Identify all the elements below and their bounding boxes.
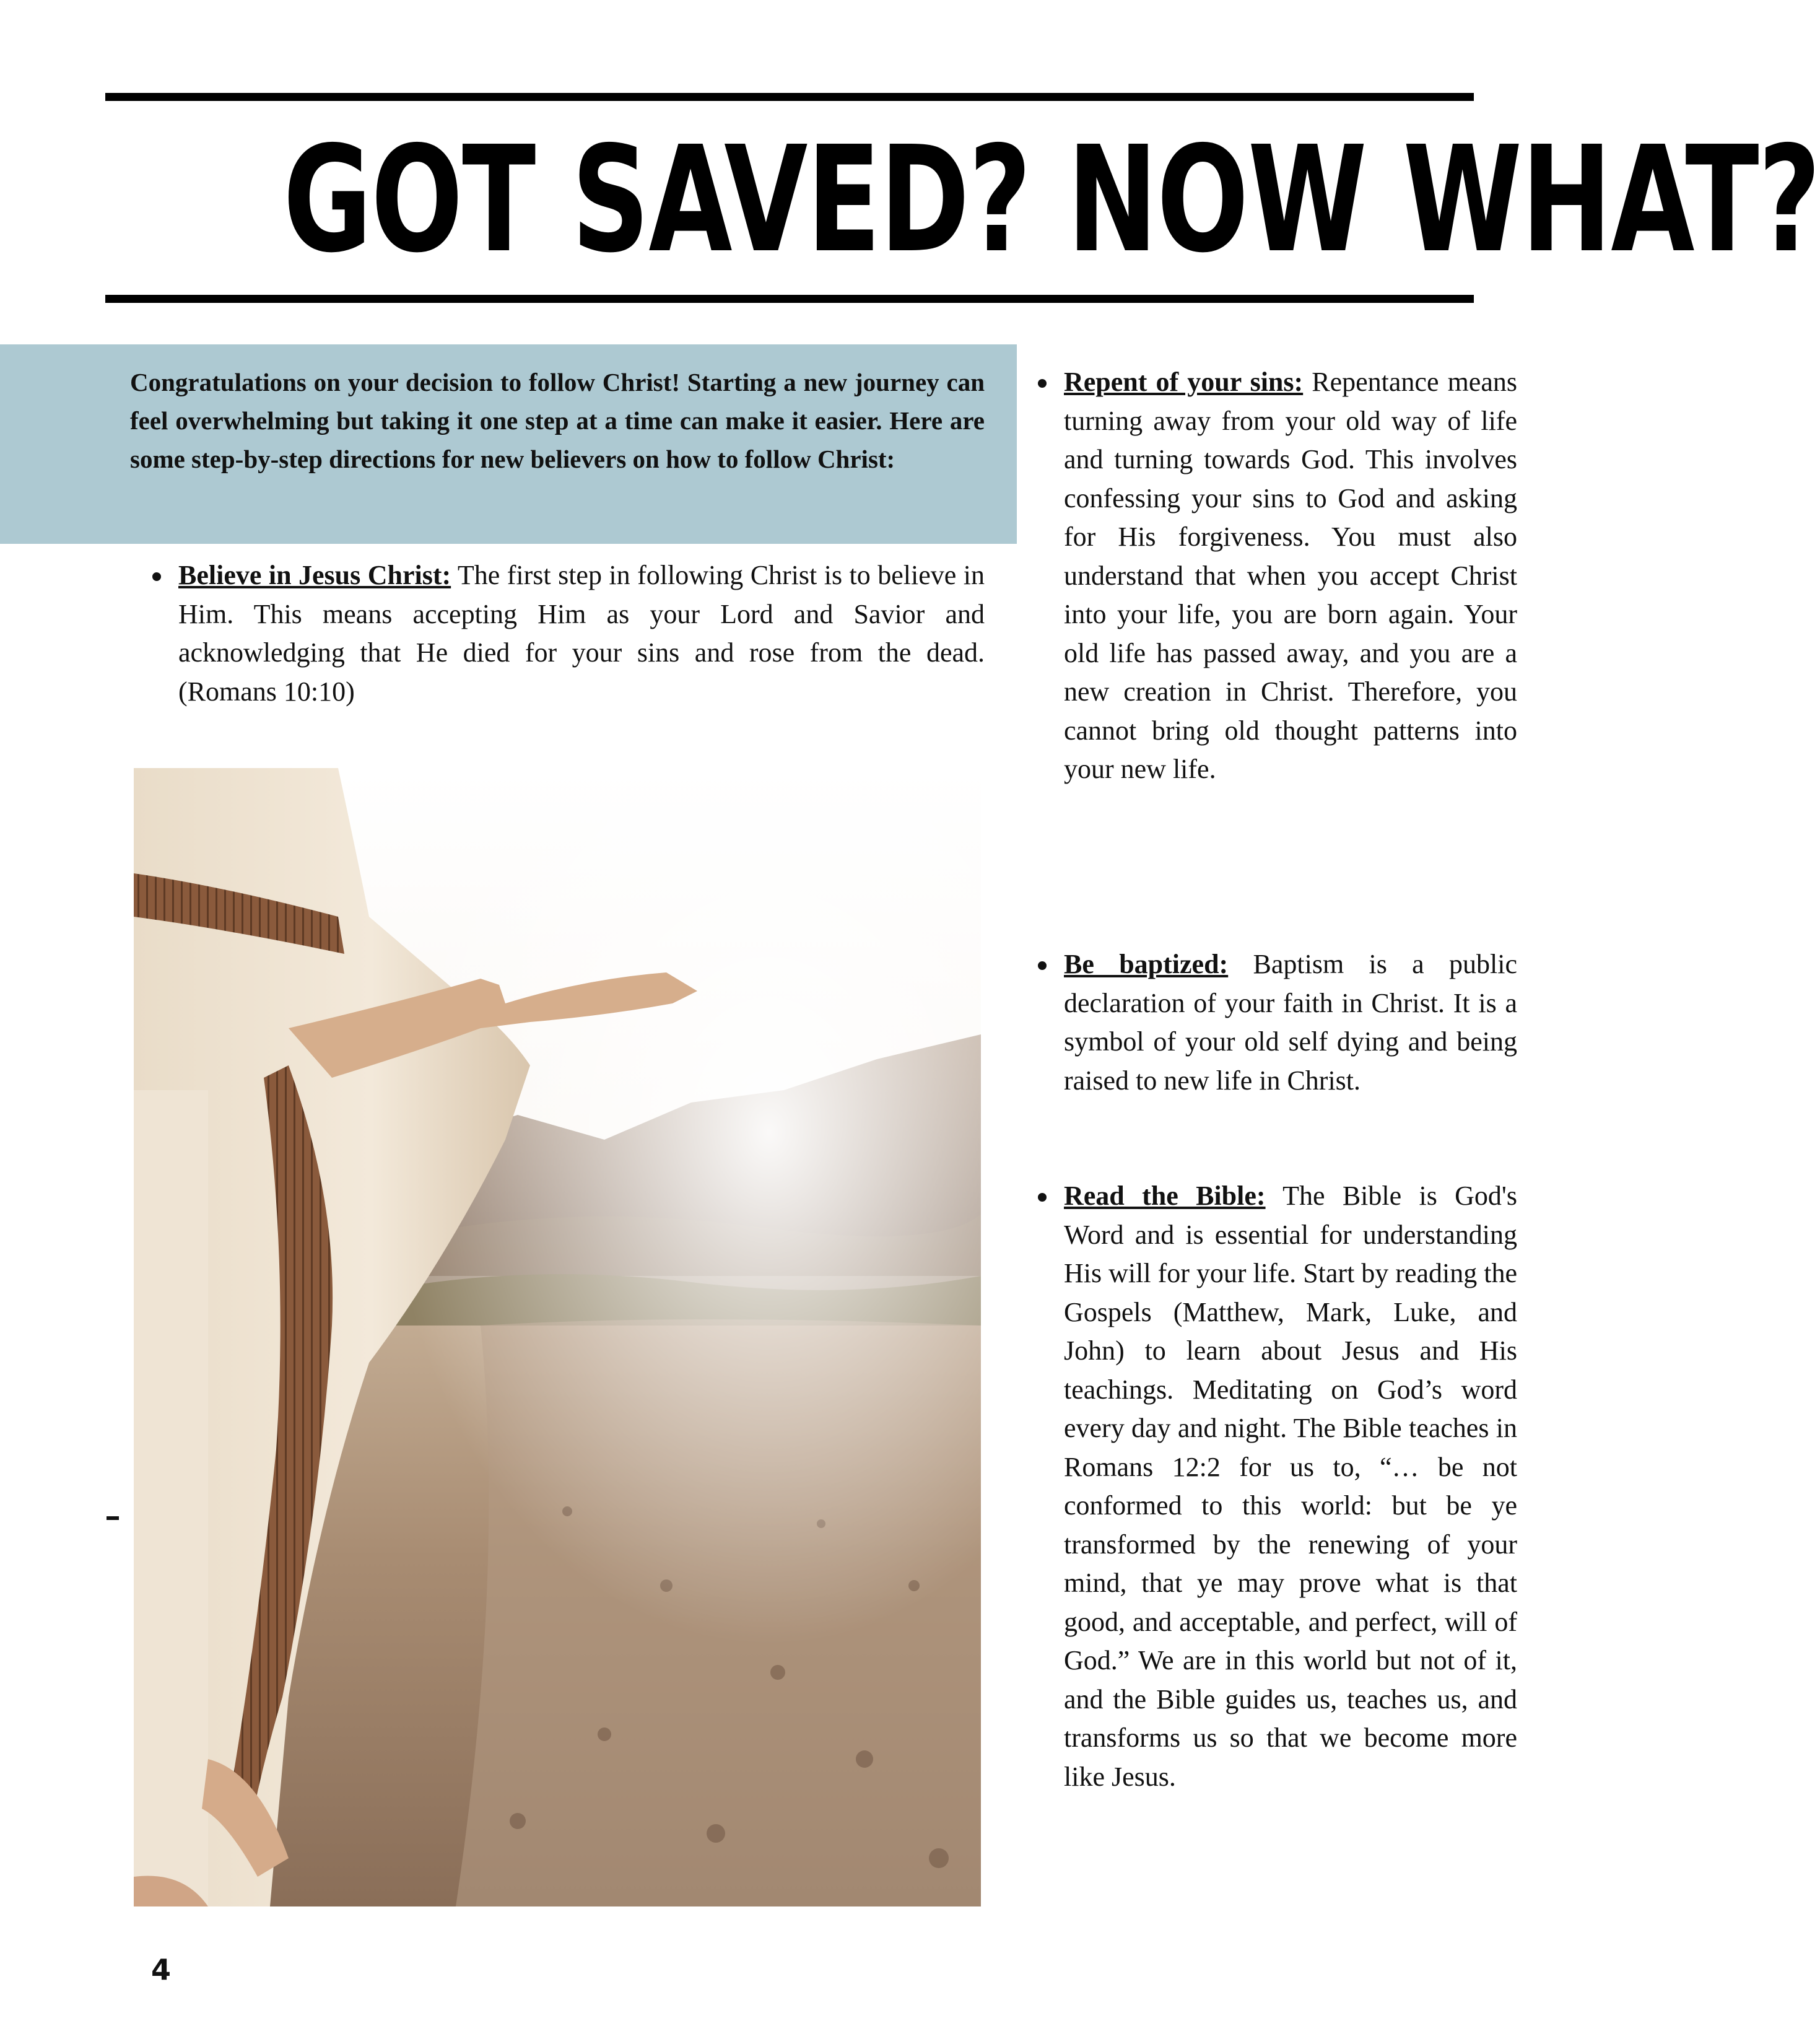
page-number: 4 [151, 1953, 172, 1986]
step-body: Repentance means turning away from your old way of life and turning towards God. This involves confessing your sins to God and asking for His forgiveness. You must also understand that when you accept Christ into your life, you are born again. Your old life has passed away, and you are a new creation in Christ. Therefore, you cannot bring old thought patterns into your new life. [1064, 367, 1517, 784]
step-read-bible [1016, 1177, 1517, 1796]
step-title: Be baptized: [1064, 949, 1229, 979]
page-title: GOT SAVED? NOW WHAT? [283, 115, 1820, 285]
step-body: The Bible is God's Word and is essential for understanding His will for your life. Start by reading the Gospels (Matthew, Mark, Luke, and John) to learn about Jesus and His teachings. Meditating on God’s word every day and night. The Bible teaches in Romans 12:2 for us to, “… be not conformed to this world: but be ye transformed by the renewing of your mind, that ye may prove what is that good, and acceptable, and perfect, will of God.” We are in this world but not of it, and the Bible guides us, teaches us, and transforms us so that we become more like Jesus. [1064, 1181, 1517, 1792]
bullet-icon [1038, 1193, 1047, 1202]
title-bottom-rule [105, 295, 1474, 303]
photo-illustration [134, 768, 981, 1906]
step-title: Repent of your sins: [1064, 367, 1304, 397]
step-title: Believe in Jesus Christ: [178, 560, 451, 590]
margin-dash [107, 1516, 119, 1520]
intro-paragraph: Congratulations on your decision to follow Christ! Starting a new journey can feel overwhelming but taking it one step at a time can make it easier. Here are some step-by-step directions for new believers on how to follow Christ: [130, 368, 985, 473]
step-repent [1016, 363, 1517, 789]
step-body: Baptism is a public declaration of your faith in Christ. It is a symbol of your old self dying and being raised to new life in Christ. [1064, 949, 1517, 1096]
hand-on-desert-path-photo [134, 768, 981, 1906]
step-baptize [1016, 945, 1517, 1100]
step-believe [130, 556, 985, 711]
step-body: The first step in following Christ is to believe in Him. This means accepting Him as your Lord and Savior and acknowledging that He died for your sins and rose from the dead. (Romans 10:10) [178, 560, 985, 707]
bullet-icon [1038, 961, 1047, 970]
step-title: Read the Bible: [1064, 1181, 1266, 1211]
bullet-icon [152, 572, 161, 581]
title-top-rule [105, 93, 1474, 101]
bullet-icon [1038, 379, 1047, 388]
